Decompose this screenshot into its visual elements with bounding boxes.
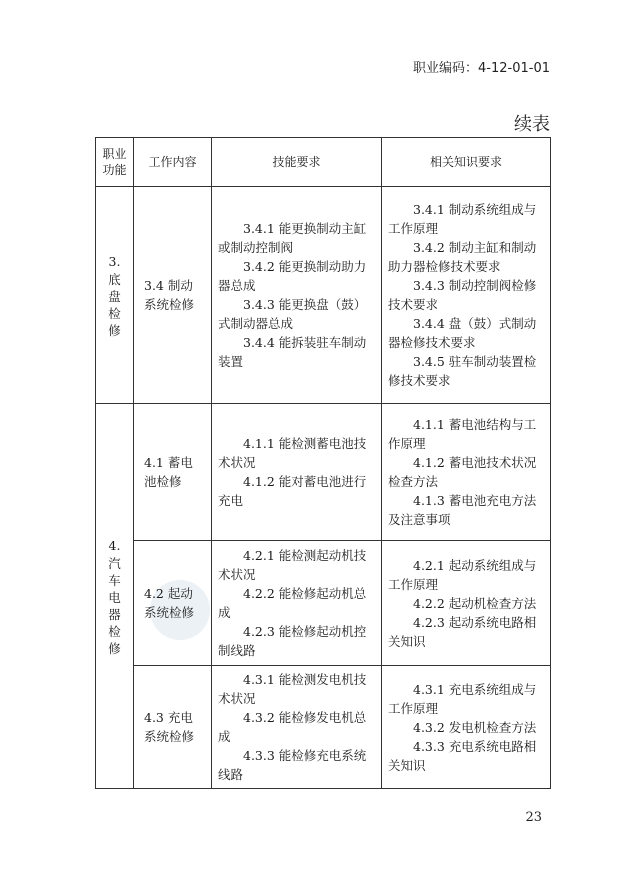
- skill-item: 4.1.2 能对蓄电池进行充电: [218, 474, 367, 508]
- header-skill-requirements: 技能要求: [212, 138, 382, 187]
- knowledge-item: 3.4.3 制动控制阀检修技术要求: [388, 278, 537, 312]
- knowledge-item: 3.4.4 盘（鼓）式制动器检修技术要求: [388, 316, 537, 350]
- occupation-code: 职业编码：4-12-01-01: [413, 61, 550, 76]
- skill-item: 4.3.2 能检修发电机总成: [218, 710, 367, 744]
- table-row: [96, 666, 551, 789]
- header-knowledge-requirements: 相关知识要求: [382, 138, 551, 187]
- skill-requirements-cell: [212, 541, 382, 666]
- skill-item: 4.3.1 能检测发电机技术状况: [218, 672, 367, 706]
- function-cell: [96, 404, 134, 789]
- knowledge-requirements-cell: [382, 666, 551, 789]
- work-content-cell: [134, 541, 212, 666]
- knowledge-item: 4.3.1 充电系统组成与工作原理: [388, 681, 537, 716]
- function-number: 3.: [108, 253, 121, 269]
- knowledge-requirements-cell: [382, 541, 551, 666]
- skill-requirements-cell: [212, 666, 382, 789]
- knowledge-item: 3.4.1 制动系统组成与工作原理: [388, 202, 537, 236]
- knowledge-item: 4.2.2 起动机检查方法: [413, 595, 537, 611]
- skill-item: 3.4.3 能更换盘（鼓）式制动器总成: [218, 297, 367, 331]
- table-row: [96, 541, 551, 666]
- work-content-cell: [134, 404, 212, 541]
- skill-item: 4.2.3 能检修起动机控制线路: [218, 624, 367, 658]
- knowledge-item: 4.3.2 发电机检查方法: [413, 719, 537, 735]
- knowledge-item: 4.1.2 蓄电池技术状况检查方法: [388, 455, 537, 489]
- skill-item: 4.3.3 能检修充电系统线路: [218, 748, 367, 782]
- header-function: 职业功能: [96, 138, 134, 187]
- skill-item: 4.1.1 能检测蓄电池技术状况: [218, 436, 367, 470]
- work-content-cell: [134, 187, 212, 404]
- knowledge-requirements-cell: [382, 404, 551, 541]
- skill-item: 4.2.2 能检修起动机总成: [218, 586, 367, 620]
- knowledge-item: 3.4.2 制动主缸和制动助力器检修技术要求: [388, 240, 537, 274]
- page-number: 23: [525, 810, 542, 825]
- work-content-text: 4.1 蓄电池检修: [144, 455, 193, 489]
- skills-table: [95, 137, 551, 789]
- table-header-row: [96, 138, 551, 187]
- work-content-text: 4.3 充电系统检修: [144, 710, 195, 744]
- skill-item: 3.4.4 能拆装驻车制动装置: [218, 335, 367, 369]
- skill-item: 3.4.2 能更换制动助力器总成: [218, 259, 367, 293]
- function-number: 4.: [108, 537, 121, 553]
- table-row: [96, 404, 551, 541]
- knowledge-item: 4.2.1 起动系统组成与工作原理: [388, 557, 537, 592]
- knowledge-item: 4.1.1 蓄电池结构与工作原理: [388, 417, 537, 451]
- work-content-cell: [134, 666, 212, 789]
- skill-requirements-cell: [212, 404, 382, 541]
- knowledge-item: 4.3.3 充电系统电路相关知识: [388, 738, 537, 773]
- skill-item: 4.2.1 能检测起动机技术状况: [218, 548, 367, 582]
- knowledge-item: 3.4.5 驻车制动装置检修技术要求: [388, 354, 537, 388]
- function-name: 底盘检修: [108, 271, 121, 338]
- work-content-text: 3.4 制动系统检修: [144, 278, 195, 312]
- function-name: 汽车电器检修: [108, 555, 121, 656]
- knowledge-item: 4.1.3 蓄电池充电方法及注意事项: [388, 493, 537, 527]
- function-cell: [96, 187, 134, 404]
- knowledge-requirements-cell: [382, 187, 551, 404]
- skill-item: 3.4.1 能更换制动主缸或制动控制阀: [218, 221, 367, 255]
- continued-table-label: 续表: [514, 114, 550, 135]
- knowledge-item: 4.2.3 起动系统电路相关知识: [388, 614, 537, 649]
- table-row: [96, 187, 551, 404]
- header-work-content: 工作内容: [134, 138, 212, 187]
- skill-requirements-cell: [212, 187, 382, 404]
- work-content-text: 4.2 起动系统检修: [144, 586, 195, 620]
